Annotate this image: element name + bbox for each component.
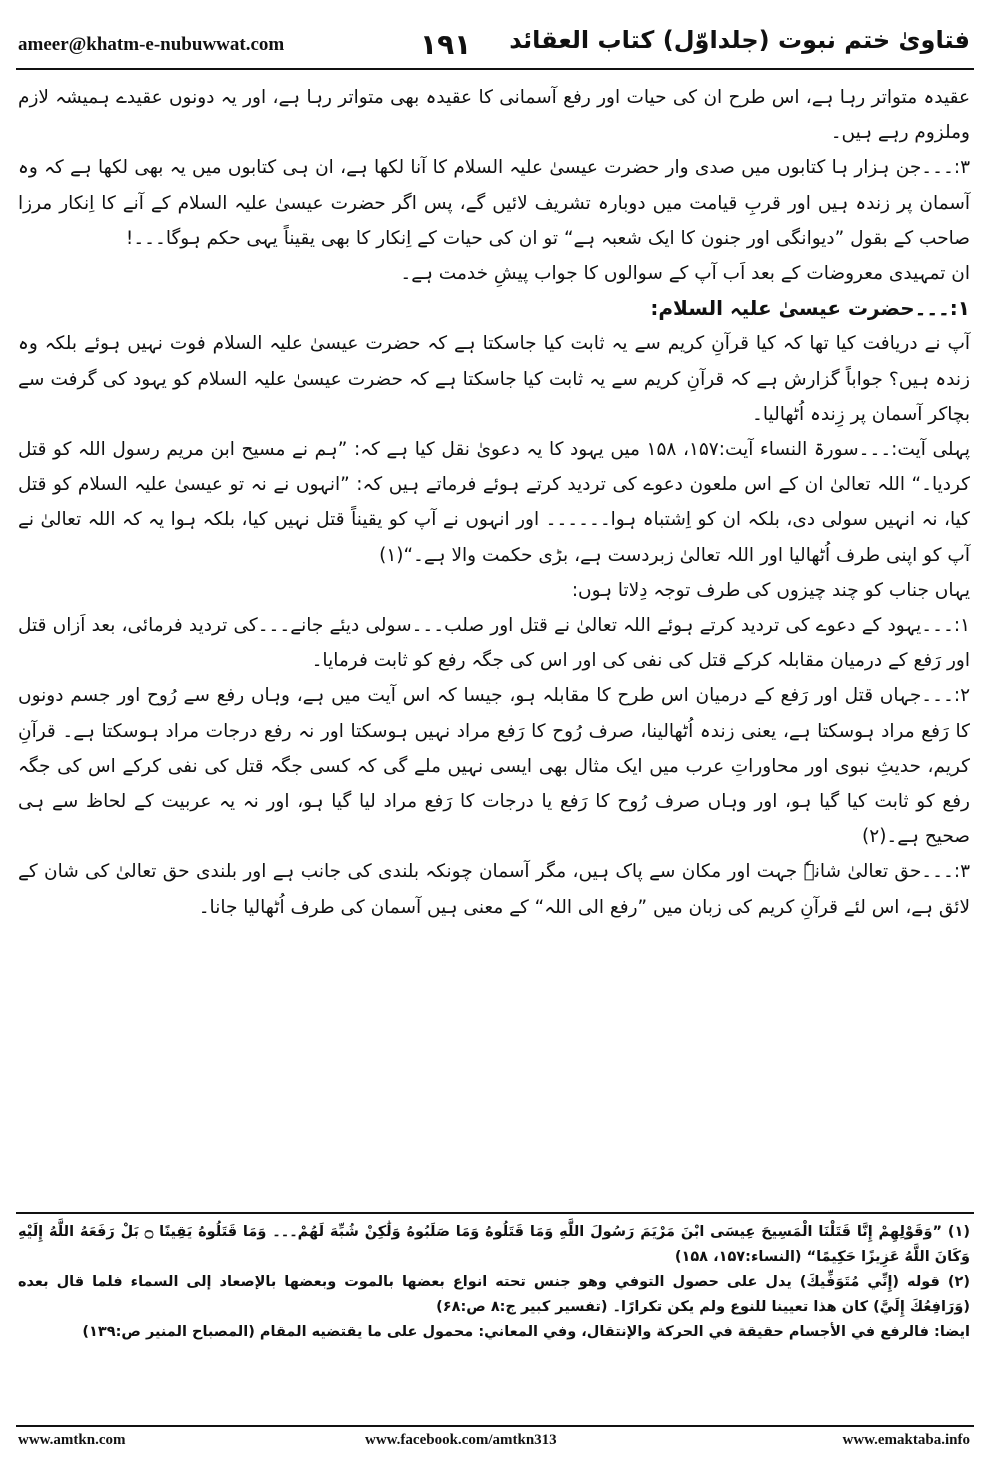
footnote: (۲) قوله (إِنِّي مُتَوَفِّيكَ) يدل على حصول التوفي وهو جنس تحته انواع بعضها بالموت وبعضها بالإصعاد إلى السماء فلما قال بعده (وَرَافِعُكَ إِلَيَّ) كان هذا تعيينا للنوع ولم يكن تكرارًا۔ (تفسير كبير ج:۸ ص:۶۸) bbox=[18, 1274, 970, 1315]
paragraph: عقیدہ متواتر رہا ہے، اس طرح ان کی حیات اور رفع آسمانی کا عقیدہ بھی متواتر رہا ہے، اور یہ دونوں عقیدے ہمیشہ لازم وملزوم رہے ہیں۔ bbox=[18, 87, 970, 144]
paragraph: ۲:۔۔۔جہاں قتل اور رَفع کے درمیان اس طرح کا مقابلہ ہو، جیسا کہ اس آیت میں ہے، وہاں رفع سے رُوح اور جسم دونوں کا رَفع مراد ہوسکتا ہے، یعنی زندہ اُٹھالینا، صرف رُوح کا رَفع مراد نہیں ہوسکتا اور نہ رفع درجات مراد ہوسکتا ہے۔ قرآنِ کریم، حدیثِ نبوی اور محاوراتِ عرب میں ایک مثال بھی ایسی نہیں ملے گی کہ کسی جگہ قتل کی نفی کرکے اس کی جگہ رفع کو ثابت کیا گیا ہو، اور وہاں صرف رُوح کا رَفع یا درجات کا رَفع مراد لیا گیا ہو، اور نہ یہ عربیت کے لحاظ سے ہی صحیح ہے۔(۲) bbox=[18, 685, 970, 848]
paragraph: ان تمہیدی معروضات کے بعد اَب آپ کے سوالوں کا جواب پیشِ خدمت ہے۔ bbox=[400, 263, 970, 285]
paragraph: ۳:۔۔۔حق تعالیٰ شانہٗ جہت اور مکان سے پاک ہیں، مگر آسمان چونکہ بلندی کی جانب ہے اور بلندی حق تعالیٰ کی شان کے لائق ہے، اس لئے قرآنِ کریم کی زبان میں ”رفع الی اللہ“ کے معنی ہیں آسمان کی طرف اُٹھالیا جانا۔ bbox=[18, 861, 970, 918]
footer-emaktaba-link[interactable]: www.emaktaba.info bbox=[842, 1432, 970, 1448]
footer-divider bbox=[16, 1425, 974, 1427]
footer-website-link[interactable]: www.amtkn.com bbox=[18, 1432, 126, 1448]
footnote-divider bbox=[16, 1212, 974, 1214]
header-email: ameer@khatm-e-nubuwwat.com bbox=[18, 34, 285, 55]
paragraph: یہاں جناب کو چند چیزوں کی طرف توجہ دِلاتا ہوں: bbox=[571, 579, 970, 601]
header-divider bbox=[16, 68, 974, 70]
footnote: (۱) ”وَقَوْلِهِمْ إِنَّا قَتَلْنَا الْمَسِيحَ عِيسَى ابْنَ مَرْيَمَ رَسُولَ اللَّهِ وَمَا قَتَلُوهُ وَمَا صَلَبُوهُ وَلَٰكِنْ شُبِّهَ لَهُمْ۔۔۔ وَمَا قَتَلُوهُ يَقِينًا ۝ بَلْ رَفَعَهُ اللَّهُ إِلَيْهِ وَكَانَ اللَّهُ عَزِيزًا حَكِيمًا“ (النساء:۱۵۷، ۱۵۸) bbox=[18, 1224, 971, 1265]
paragraph: پہلی آیت:۔۔۔سورۃ النساء آیت:۱۵۷، ۱۵۸ میں یہود کا یہ دعویٰ نقل کیا ہے کہ: ”ہم نے مسیح ابن مریم رسول اللہ کو قتل کردیا۔“ اللہ تعالیٰ ان کے اس ملعون دعوے کی تردید کرتے ہوئے فرماتے ہیں کہ: ”انہوں نے نہ تو عیسیٰ علیہ السلام کو قتل کیا، نہ انہیں سولی دی، بلکہ ان کو اِشتباہ ہوا۔۔۔۔۔۔ اور انہوں نے آپ کو یقیناً قتل نہیں کیا، بلکہ ہوا یہ کہ اللہ تعالیٰ نے آپ کو اپنی طرف اُٹھالیا اور اللہ تعالیٰ زبردست ہے، بڑی حکمت والا ہے۔“(۱) bbox=[18, 439, 970, 566]
paragraph: ۳:۔۔۔جن ہزار ہا کتابوں میں صدی وار حضرت عیسیٰ علیہ السلام کا آنا لکھا ہے، ان ہی کتابوں میں یہ بھی لکھا ہے کہ وہ آسمان پر زندہ ہیں اور قربِ قیامت میں دوبارہ تشریف لائیں گے، پس اگر حضرت عیسیٰ علیہ السلام کے آنے کا اِنکار مرزا صاحب کے بقول ”دیوانگی اور جنون کا ایک شعبہ ہے“ تو ان کی حیات کے اِنکار کا بھی یقیناً یہی حکم ہوگا۔۔۔! bbox=[18, 157, 970, 249]
paragraph: آپ نے دریافت کیا تھا کہ کیا قرآنِ کریم سے یہ ثابت کیا جاسکتا ہے کہ حضرت عیسیٰ علیہ السلام فوت نہیں ہوئے بلکہ وہ زندہ ہیں؟ جواباً گزارش ہے کہ قرآنِ کریم سے یہ ثابت کیا جاسکتا ہے کہ حضرت عیسیٰ علیہ السلام کو یہود کی گرفت سے بچاکر آسمان پر زِندہ اُٹھالیا۔ bbox=[18, 333, 970, 425]
book-title: فتاویٰ ختم نبوت (جلداوّل) کتاب العقائد bbox=[509, 26, 970, 54]
footer-facebook-link[interactable]: www.facebook.com/amtkn313 bbox=[365, 1432, 557, 1448]
page-number: ۱۹۱ bbox=[420, 28, 472, 61]
section-heading: ۱:۔۔۔حضرت عیسیٰ علیہ السلام: bbox=[650, 296, 970, 321]
footnote: ايضا: فالرفع في الأجسام حقيقة في الحركة والإنتقال، وفي المعاني: محمول على ما يقتضيه المقام (المصباح المنير ص:۱۳۹) bbox=[82, 1324, 970, 1340]
paragraph: ۱:۔۔۔یہود کے دعوے کی تردید کرتے ہوئے اللہ تعالیٰ نے قتل اور صلب۔۔۔سولی دیئے جانے۔۔۔کی تردید فرمائی، بعد اَزاں قتل اور رَفع کے درمیان مقابلہ کرکے قتل کی نفی کی اور اس کی جگہ رفع کو ثابت فرمایا۔ bbox=[18, 615, 970, 672]
footnotes bbox=[18, 1220, 970, 1420]
main-text bbox=[18, 80, 970, 1205]
